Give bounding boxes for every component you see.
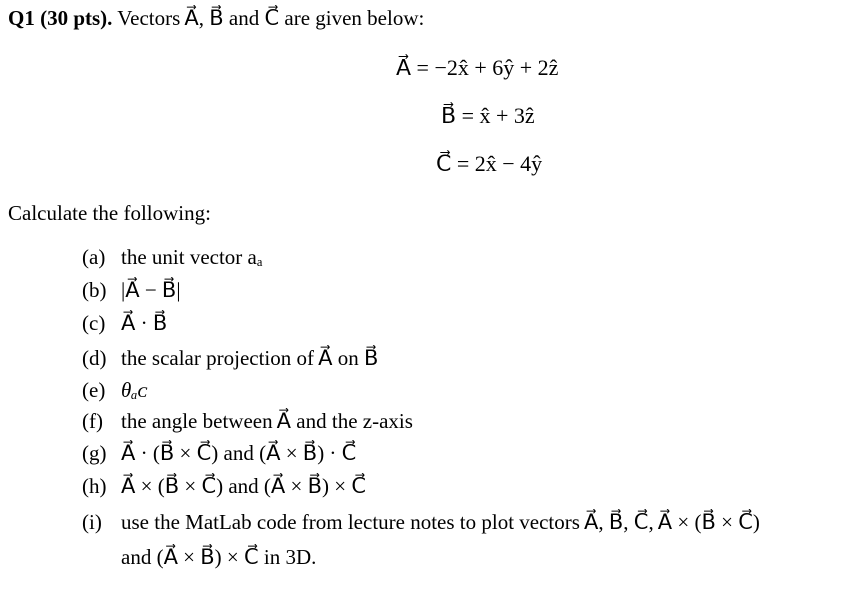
item-label: (g) [82,441,107,465]
list-item-c [82,311,167,336]
item-text: use the MatLab code from lecture notes to plot vectors A⃗, B⃗, C⃗, A⃗ × (B⃗ × C⃗) [121,510,760,534]
item-label: (h) [82,474,107,498]
item-text: θₐᴄ [121,378,147,402]
list-item-a [82,245,263,270]
calculate-prompt: Calculate the following: [8,201,211,225]
item-label: (i) [82,510,102,534]
list-item-i-continuation: and (A⃗ × B⃗) × C⃗ in 3D. [121,545,317,569]
item-label: (e) [82,378,106,402]
item-label: (b) [82,278,107,302]
item-text: A⃗ × (B⃗ × C⃗) and (A⃗ × B⃗) × C⃗ [121,474,367,498]
question-header [8,6,424,31]
equation-c: C⃗ = 2x̂ − 4ŷ [436,151,543,176]
equation-b: B⃗ = x̂ + 3ẑ [441,103,535,128]
item-text: the angle between A⃗ and the z-axis [121,409,413,433]
item-text: A⃗ · B⃗ [121,311,168,335]
item-label: (d) [82,346,107,370]
item-text: A⃗ · (B⃗ × C⃗) and (A⃗ × B⃗) · C⃗ [121,441,357,465]
question-intro: Vectors A⃗, B⃗ and C⃗ are given below: [117,6,425,30]
item-label: (a) [82,245,106,269]
item-label: (c) [82,311,106,335]
equation-a: A⃗ = −2x̂ + 6ŷ + 2ẑ [396,55,559,80]
item-text: the unit vector aₐ [121,245,263,269]
list-item-h [82,474,366,499]
list-item-g [82,441,356,466]
item-label: (f) [82,409,103,433]
list-item-b [82,278,181,303]
list-item-i [82,510,760,535]
list-item-e [82,378,147,403]
list-item-f [82,409,413,434]
item-text: the scalar projection of A⃗ on B⃗ [121,346,379,370]
list-item-d [82,346,378,371]
question-number: Q1 (30 pts). [8,6,113,30]
item-text: |A⃗ − B⃗| [121,278,181,302]
